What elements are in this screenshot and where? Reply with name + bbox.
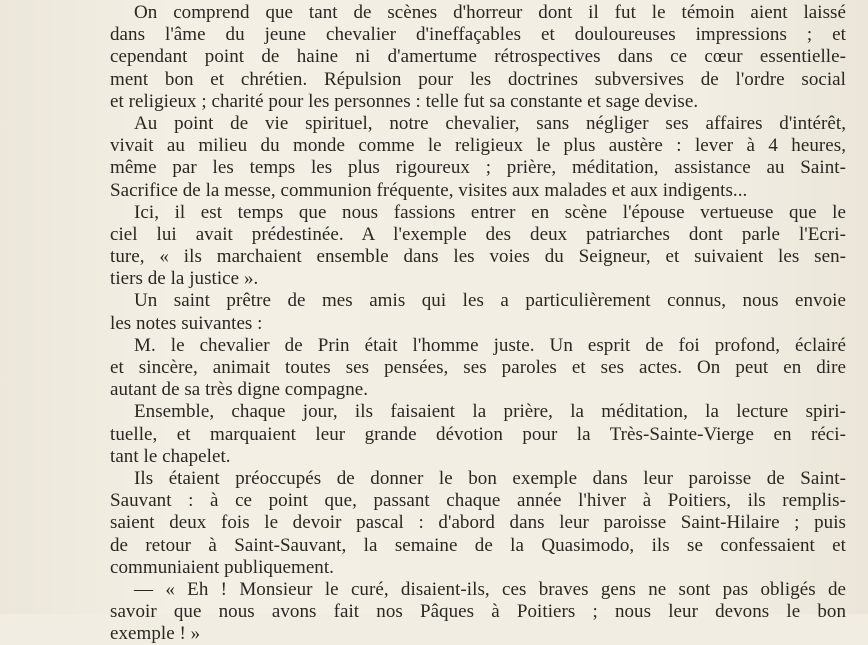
- text-line: tiers de la justice ».: [110, 268, 259, 290]
- paragraph: [110, 2, 846, 113]
- paragraph: [110, 290, 846, 334]
- text-line: Ensemble, chaque jour, ils faisaient la prière, la méditation, la lecture spiri-: [134, 401, 846, 423]
- text-line: autant de sa très digne compagne.: [110, 379, 369, 401]
- paragraph: [110, 401, 846, 468]
- text-line: vivait au milieu du monde comme le religieux le plus austère : lever à 4 heures,: [110, 135, 846, 157]
- text-line: Un saint prêtre de mes amis qui les a particulièrement connus, nous envoie: [134, 290, 846, 312]
- text-line: et sincère, animait toutes ses pensées, ses paroles et ses actes. On peut en dire: [110, 357, 846, 378]
- text-line: communiaient publiquement.: [110, 556, 334, 578]
- text-line: On comprend que tant de scènes d'horreur dont il fut le témoin aient laissé: [134, 2, 846, 23]
- text-line: ture, « ils marchaient ensemble dans les voies du Seigneur, et suivaient les sen-: [110, 246, 846, 268]
- text-line: tuelle, et marquaient leur grande dévotion pour la Très-Sainte-Vierge en réci-: [110, 423, 846, 445]
- text-line: et religieux ; charité pour les personnes : telle fut sa constante et sage devise.: [110, 90, 699, 112]
- text-line: exemple ! »: [110, 623, 201, 645]
- text-line: de retour à Saint-Sauvant, la semaine de la Quasimodo, ils se confessaient et: [110, 534, 846, 556]
- text-line: ciel lui avait prédestinée. A l'exemple des deux patriarches dont parle l'Ecri-: [110, 223, 846, 245]
- text-line: Ici, il est temps que nous fassions entrer en scène l'épouse vertueuse que le: [134, 201, 846, 223]
- text-line: Sauvant : à ce point que, passant chaque année l'hiver à Poitiers, ils remplis-: [110, 490, 846, 512]
- text-line: cependant point de haine ni d'amertume rétrospectives dans ce cœur essentielle-: [110, 46, 846, 68]
- text-line: les notes suivantes :: [110, 312, 263, 334]
- paragraph: [110, 113, 846, 202]
- text-line: Sacrifice de la messe, communion fréquente, visites aux malades et aux indigents...: [110, 179, 748, 201]
- page-body-text: [110, 2, 846, 645]
- paragraph: [110, 202, 846, 291]
- paragraph: [110, 468, 846, 579]
- text-line: dans l'âme du jeune chevalier d'ineffaçables et douloureuses impressions ; et: [110, 24, 846, 46]
- text-line: saient deux fois le devoir pascal : d'abord dans leur paroisse Saint-Hilaire ; puis: [110, 512, 846, 534]
- text-line: savoir que nous avons fait nos Pâques à Poitiers ; nous leur devons le bon: [110, 601, 846, 623]
- text-line: ment bon et chrétien. Répulsion pour les doctrines subversives de l'ordre social: [110, 68, 846, 90]
- paragraph: [110, 335, 846, 402]
- paragraph: [110, 579, 846, 645]
- text-line: même par les temps les plus rigoureux ; prière, méditation, assistance au Saint-: [110, 157, 846, 179]
- text-line: M. le chevalier de Prin était l'homme juste. Un esprit de foi profond, éclairé: [134, 334, 846, 356]
- text-line: Ils étaient préoccupés de donner le bon exemple dans leur paroisse de Saint-: [134, 467, 846, 489]
- text-line: — « Eh ! Monsieur le curé, disaient-ils, ces braves gens ne sont pas obligés de: [134, 578, 846, 600]
- text-line: Au point de vie spirituel, notre chevalier, sans négliger ses affaires d'intérêt,: [134, 112, 846, 134]
- text-line: tant le chapelet.: [110, 445, 231, 467]
